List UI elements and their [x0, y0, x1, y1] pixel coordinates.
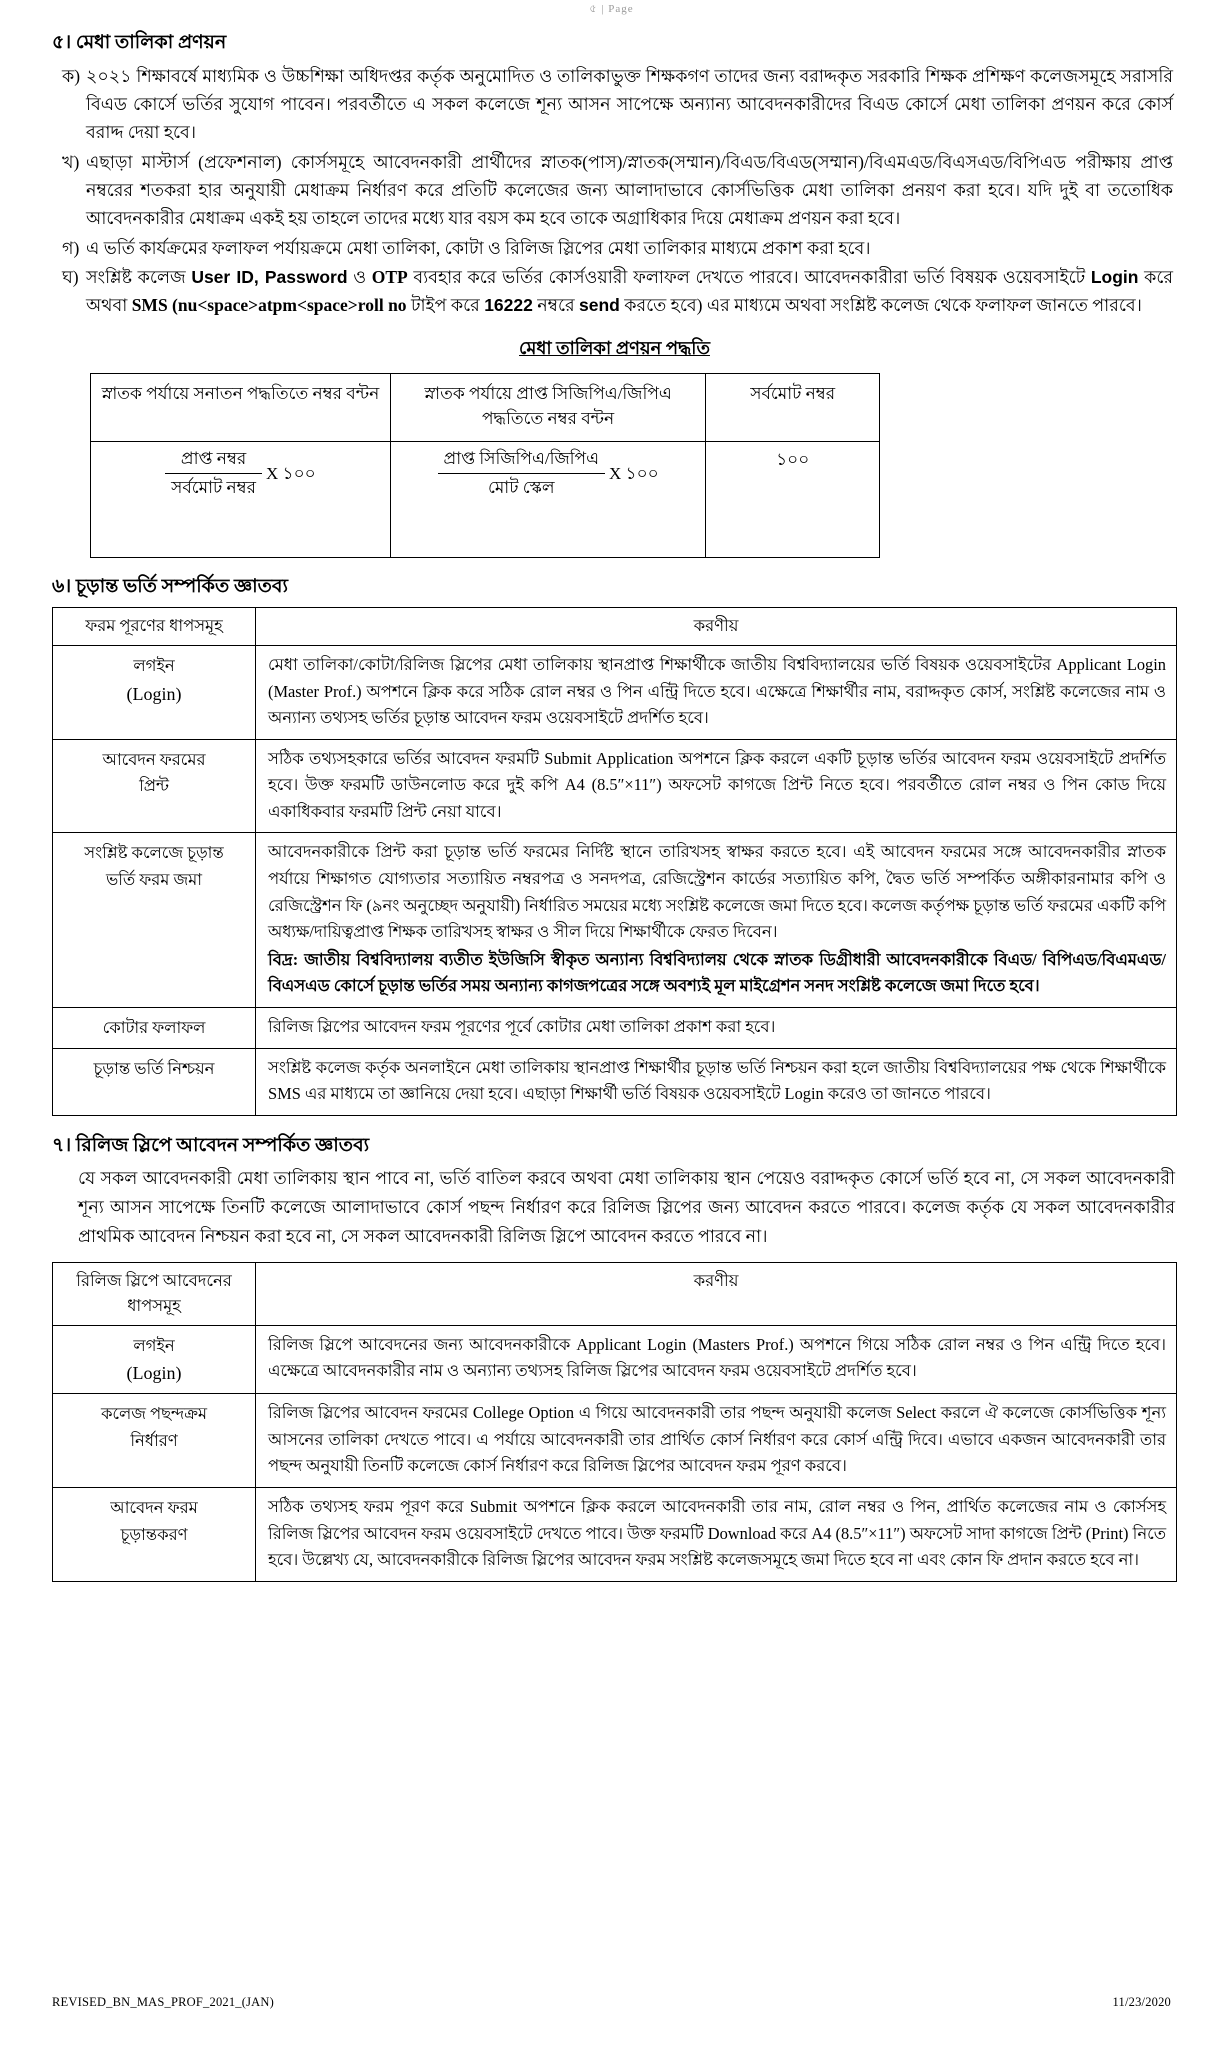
step-label-line2: ভর্তি ফরম জমা — [105, 870, 202, 890]
merit-table-title: মেধা তালিকা প্রণয়ন পদ্ধতি — [519, 337, 710, 358]
table-row — [53, 1394, 1177, 1488]
section5-heading: ৫। মেধা তালিকা প্রণয়ন — [52, 32, 227, 53]
otp-label: OTP — [371, 267, 408, 288]
merit-header-total: সর্বমোট নম্বর — [706, 373, 880, 441]
section7-heading: ৭। রিলিজ স্লিপে আবেদন সম্পর্কিত জ্ঞাতব্য — [52, 1134, 370, 1156]
gha-text-3: ব্যবহার করে ভর্তির কোর্সওয়ারী ফলাফল দেখতে পারবে। আবেদনকারীরা ভর্তি বিষয়ক ওয়েবসাইটে — [407, 267, 1091, 288]
table-row — [91, 441, 880, 557]
table-row — [53, 1007, 1177, 1048]
section6-table — [52, 607, 1177, 1115]
section6-step-submit-form — [53, 833, 256, 1007]
section7-action-college-option — [256, 1394, 1177, 1488]
section6-step-quota-result — [53, 1007, 256, 1048]
section6-action-final-confirm — [256, 1048, 1177, 1115]
step-label-line1: আবেদন ফরমের — [102, 749, 206, 769]
section5-item-ka — [52, 62, 1177, 147]
list-text — [86, 263, 1177, 320]
action-note: বিদ্র: জাতীয় বিশ্ববিদ্যালয় ব্যতীত ইউজিসি স্বীকৃত অন্যান্য বিশ্ববিদ্যালয় থেকে স্নাতক ডিগ্রীধারী আবেদনকারীকে বিএড/ বিপিএড/বিএমএড/বিএসএড কোর্সে চূড়ান্ত ভর্তির সময় অন্যান্য কাগজপত্রের সঙ্গে অবশ্যই মূল মাইগ্রেশন সনদ সংশ্লিষ্ট কলেজে জমা দিতে হবে। — [268, 949, 1166, 996]
table-header-row — [53, 1263, 1177, 1325]
action-paragraph: রিলিজ স্লিপের আবেদন ফরম পূরণের পূর্বে কোটার মেধা তালিকা প্রকাশ করা হবে। — [268, 1016, 776, 1036]
step-label-line1: চূড়ান্ত ভর্তি নিশ্চয়ন — [93, 1058, 215, 1078]
action-paragraph: আবেদনকারীকে প্রিন্ট করা চূড়ান্ত ভর্তি ফরমের নির্দিষ্ট স্থানে তারিখসহ স্বাক্ষর করতে হবে। এই আবেদন ফরমের সঙ্গে আবেদনকারীর স্নাতক পর্যায়ে শিক্ষাগত যোগ্যতার সত্যায়িত নম্বরপত্র ও সনদপত্র, রেজিস্ট্রেশন কার্ডের সত্যায়িত কপি, দ্বৈত ভর্তি সম্পর্কিত অঙ্গীকারনামার কপি ও রেজিস্ট্রেশন ফি (৯নং অনুচ্ছেদ অনুযায়ী) নির্ধারিত সময়ের মধ্যে সংশ্লিষ্ট কলেজে জমা দিতে হবে। কলেজ কর্তৃপক্ষ চূড়ান্ত ভর্তি ফরমের একটি কপি অধ্যক্ষ/দায়িত্বপ্রাপ্ত শিক্ষক তারিখসহ স্বাক্ষর ও সীল দিয়ে শিক্ষার্থীকে ফেরত দিবেন। — [268, 842, 1166, 942]
step-label-line1: লগইন — [133, 1335, 175, 1355]
footer-document-code: REVISED_BN_MAS_PROF_2021_(JAN) — [52, 1995, 274, 2009]
step-label-line2: নির্ধারণ — [130, 1430, 178, 1450]
action-paragraph: মেধা তালিকা/কোটা/রিলিজ স্লিপের মেধা তালিকায় স্থানপ্রাপ্ত শিক্ষার্থীকে জাতীয় বিশ্ববিদ্যালয়ের ভর্তি বিষয়ক ওয়েবসাইটের Applicant Login (Master Prof.) অপশনে ক্লিক করে সঠিক রোল নম্বর ও পিন এন্ট্রি দিতে হবে। এক্ষেত্রে শিক্ষার্থীর নাম, বরাদ্দকৃত কোর্স, সংশ্লিষ্ট কলেজের নাম ও অন্যান্য তথ্যসহ ভর্তির চূড়ান্ত আবেদন ফরম ওয়েবসাইটে প্রদর্শিত হবে। — [268, 654, 1166, 728]
step-label-line1: আবেদন ফরম — [110, 1498, 198, 1518]
merit-header-traditional: স্নাতক পর্যায়ে সনাতন পদ্ধতিতে নম্বর বন্টন — [91, 373, 391, 441]
table-row — [53, 1488, 1177, 1582]
section6-heading: ৬। চূড়ান্ত ভর্তি সম্পর্কিত জ্ঞাতব্য — [52, 575, 289, 597]
section6-step-final-confirm — [53, 1048, 256, 1115]
table-row — [53, 645, 1177, 739]
formula-cgpa — [438, 447, 659, 501]
section7-intro: যে সকল আবেদনকারী মেধা তালিকায় স্থান পাবে না, ভর্তি বাতিল করবে অথবা মেধা তালিকায় স্থান পেয়েও বরাদ্দকৃত কোর্সে ভর্তি হবে না, সে সকল আবেদনকারী শূন্য আসন সাপেক্ষে তিনটি কলেজে আলাদাভাবে কোর্স পছন্দ নির্ধারণ করে রিলিজ স্লিপের জন্য আবেদন করতে পারবে। কলেজ কর্তৃক যে সকল আবেদনকারীর প্রাথমিক আবেদন নিশ্চয়ন করা হবে না, সে সকল আবেদনকারী রিলিজ স্লিপে আবেদন করতে পারবে না। — [78, 1168, 1175, 1246]
login-label: Login — [1090, 267, 1139, 288]
gha-text-1: সংশ্লিষ্ট কলেজ — [86, 267, 192, 288]
section7-action-finalize-form — [256, 1488, 1177, 1582]
merit-cell-total-value: ১০০ — [706, 441, 880, 557]
section6-action-quota-result — [256, 1007, 1177, 1048]
step-label-line2: প্রিন্ট — [139, 776, 169, 796]
formula-traditional — [165, 447, 316, 501]
action-paragraph: সংশ্লিষ্ট কলেজ কর্তৃক অনলাইনে মেধা তালিকায় স্থানপ্রাপ্ত শিক্ষার্থীর চূড়ান্ত ভর্তি নিশ্চয়ন করা হলে জাতীয় বিশ্ববিদ্যালয়ের পক্ষ থেকে শিক্ষার্থীকে SMS এর মাধ্যমে তা জ্ঞানিয়ে দেয়া হবে। এছাড়া শিক্ষার্থী ভর্তি বিষয়ক ওয়েবসাইটে Login করেও তা জানতে পারবে। — [268, 1057, 1166, 1104]
sms-format-label: SMS (nu<space>atpm<space>roll no — [131, 295, 407, 316]
section7-step-finalize-form — [53, 1488, 256, 1582]
merit-cell-traditional-formula — [91, 441, 391, 557]
list-marker: খ) — [62, 151, 80, 172]
fraction — [438, 447, 605, 501]
step-label-line2: (Login) — [126, 1363, 182, 1384]
page-top-mark: ৫ | Page — [589, 3, 634, 15]
section7-header-step: রিলিজ স্লিপে আবেদনের ধাপসমূহ — [53, 1263, 256, 1325]
merit-header-cgpa: স্নাতক পর্যায়ে প্রাপ্ত সিজিপিএ/জিপিএ পদ্ধতিতে নম্বর বন্টন — [390, 373, 706, 441]
section6-header-action: করণীয় — [256, 608, 1177, 646]
action-paragraph: সঠিক তথ্যসহকারে ভর্তির আবেদন ফরমটি Submit Application অপশনে ক্লিক করলে একটি চূড়ান্ত ভর্তির আবেদন ফরম ওয়েবসাইটে প্রদর্শিত হবে। উক্ত ফরমটি ডাউনলোড করে দুই কপি A4 (8.5″×11″) অফসেট কাগজে প্রিন্ট নিতে হবে। পরবর্তীতে রোল নম্বর ও পিন কোড দিয়ে একাধিকবার ফরমটি প্রিন্ট নেয়া যাবে। — [268, 748, 1166, 821]
fraction-bar — [165, 473, 262, 474]
section5-item-ga — [52, 234, 1177, 262]
action-paragraph: রিলিজ স্লিপের আবেদন ফরমের College Option এ গিয়ে আবেদনকারী তার পছন্দ অনুযায়ী কলেজ Select করলে ঐ কলেজে কোর্সভিত্তিক শূন্য আসনের তালিকা দেখতে পাবে। এ পর্যায়ে আবেদনকারী তার প্রার্থিত কোর্স নির্ধারণ করে কোর্স এন্ট্রি দিবে। এভাবে একজন আবেদনকারী তার পছন্দ অনুযায়ী তিনটি কলেজে কোর্স নির্ধারণ করে রিলিজ স্লিপের আবেদন ফরম পূরণ করবে। — [268, 1403, 1166, 1476]
table-header-row — [91, 373, 880, 441]
step-label-line2: চূড়ান্তকরণ — [120, 1524, 188, 1544]
page-footer — [52, 1995, 1171, 2010]
action-paragraph: রিলিজ স্লিপে আবেদনের জন্য আবেদনকারীকে Applicant Login (Masters Prof.) অপশনে গিয়ে সঠিক রোল নম্বর ও পিন এন্ট্রি দিতে হবে। এক্ষেত্রে আবেদনকারীর নাম ও অন্যান্য তথ্যসহ রিলিজ স্লিপের আবেদন ফরম ওয়েবসাইটে প্রদর্শিত হবে। — [268, 1334, 1166, 1381]
list-marker: গ) — [62, 237, 80, 258]
document-content — [52, 30, 1177, 1582]
user-id-password-label: User ID, Password — [191, 267, 348, 288]
fraction — [165, 447, 262, 501]
formula-multiplier: X ১০০ — [266, 463, 316, 483]
list-text: এছাড়া মাস্টার্স (প্রফেশনাল) কোর্সসমূহে আবেদনকারী প্রার্থীদের স্নাতক(পাস)/স্নাতক(সম্মান)/বিএড/বিএড(সম্মান)/বিএমএড/বিএসএড/বিপিএড পরীক্ষায় প্রাপ্ত নম্বরের শতকরা হার অনুযায়ী মেধাক্রম নির্ধারণ করে প্রতিটি কলেজের জন্য আলাদাভাবে কোর্সভিত্তিক মেধা তালিকা প্রনয়ণ করা হবে। যদি দুই বা ততোধিক আবেদনকারীর মেধাক্রম একই হয় তাহলে তাদের মধ্যে যার বয়স কম হবে তাকে অগ্রাধিকার দিয়ে মেধাক্রম প্রণয়ন করা হবে। — [86, 151, 1173, 229]
list-text: এ ভর্তি কার্যক্রমের ফলাফল পর্যায়ক্রমে মেধা তালিকা, কোটা ও রিলিজ স্লিপের মেধা তালিকার মাধ্যমে প্রকাশ করা হবে। — [86, 237, 871, 258]
gha-text-2: ও — [347, 267, 372, 288]
section6-step-login — [53, 645, 256, 739]
step-label-line2: (Login) — [126, 683, 182, 704]
table-row — [53, 1048, 1177, 1115]
fraction-numerator: প্রাপ্ত সিজিপিএ/জিপিএ — [443, 448, 600, 468]
section7-step-college-option — [53, 1394, 256, 1488]
list-text: ২০২১ শিক্ষাবর্ষে মাধ্যমিক ও উচ্চশিক্ষা অধিদপ্তর কর্তৃক অনুমোদিত ও তালিকাভুক্ত শিক্ষকগণ তাদের জন্য বরাদ্দকৃত সরকারি শিক্ষক প্রশিক্ষণ কলেজসমূহে সরাসরি বিএড কোর্সে ভর্তির সুযোগ পাবেন। পরবর্তীতে এ সকল কলেজে শূন্য আসন সাপেক্ষে অন্যান্য আবেদনকারীদের বিএড কোর্সে মেধা তালিকা প্রণয়ন করে কোর্স বরাদ্দ দেয়া হবে। — [86, 65, 1173, 143]
section6-action-submit-form — [256, 833, 1177, 1007]
section7-header-action: করণীয় — [256, 1263, 1177, 1325]
table-row — [53, 833, 1177, 1007]
section7-action-login — [256, 1325, 1177, 1394]
section7-step-login — [53, 1325, 256, 1394]
gha-text-7: করতে হবে) এর মাধ্যমে অথবা সংশ্লিষ্ট কলেজ থেকে ফলাফল জানতে পারবে। — [619, 295, 1142, 316]
gha-text-5: টাইপ করে — [406, 295, 485, 316]
step-label-line1: লগইন — [133, 655, 175, 675]
merit-table-wrapper — [90, 373, 880, 558]
table-header-row — [53, 608, 1177, 646]
footer-date: 11/23/2020 — [1112, 1995, 1171, 2009]
gha-text-4: করে অথবা — [86, 267, 1174, 316]
formula-multiplier: X ১০০ — [609, 463, 659, 483]
fraction-bar — [438, 473, 605, 474]
action-paragraph: সঠিক তথ্যসহ ফরম পূরণ করে Submit অপশনে ক্লিক করলে আবেদনকারী তার নাম, রোল নম্বর ও পিন, প্রার্থিত কলেজের নাম ও কোর্সসহ রিলিজ স্লিপের আবেদন ফরম ওয়েবসাইটে দেখতে পাবে। উক্ত ফরমটি Download করে A4 (8.5″×11″) অফসেট সাদা কাগজে প্রিন্ট (Print) নিতে হবে। উল্লেখ্য যে, আবেদনকারীকে রিলিজ স্লিপের আবেদন ফরম সংশ্লিষ্ট কলেজসমূহে জমা দিতে হবে না এবং কোন ফি প্রদান করতে হবে না। — [268, 1497, 1166, 1570]
section5-item-gha — [52, 263, 1177, 320]
step-label-line1: সংশ্লিষ্ট কলেজে চূড়ান্ত — [84, 843, 224, 863]
step-label-line1: কোটার ফলাফল — [102, 1018, 206, 1038]
fraction-numerator: প্রাপ্ত নম্বর — [180, 448, 247, 468]
list-marker: ঘ) — [62, 267, 79, 288]
fraction-denominator: মোট স্কেল — [487, 478, 555, 498]
send-label: send — [579, 295, 620, 316]
section7-table — [52, 1262, 1177, 1581]
table-row — [53, 1325, 1177, 1394]
section6-step-print — [53, 739, 256, 833]
section6-header-step: ফরম পূরণের ধাপসমূহ — [53, 608, 256, 646]
table-row — [53, 739, 1177, 833]
merit-table — [90, 373, 880, 558]
section6-action-login — [256, 645, 1177, 739]
section5-item-kha — [52, 148, 1177, 233]
step-label-line1: কলেজ পছন্দক্রম — [100, 1404, 208, 1424]
section6-action-print — [256, 739, 1177, 833]
merit-cell-cgpa-formula — [390, 441, 706, 557]
sms-shortcode: 16222 — [484, 295, 533, 316]
fraction-denominator: সর্বমোট নম্বর — [171, 478, 257, 498]
gha-text-6: নম্বরে — [532, 295, 580, 316]
list-marker: ক) — [62, 65, 81, 86]
